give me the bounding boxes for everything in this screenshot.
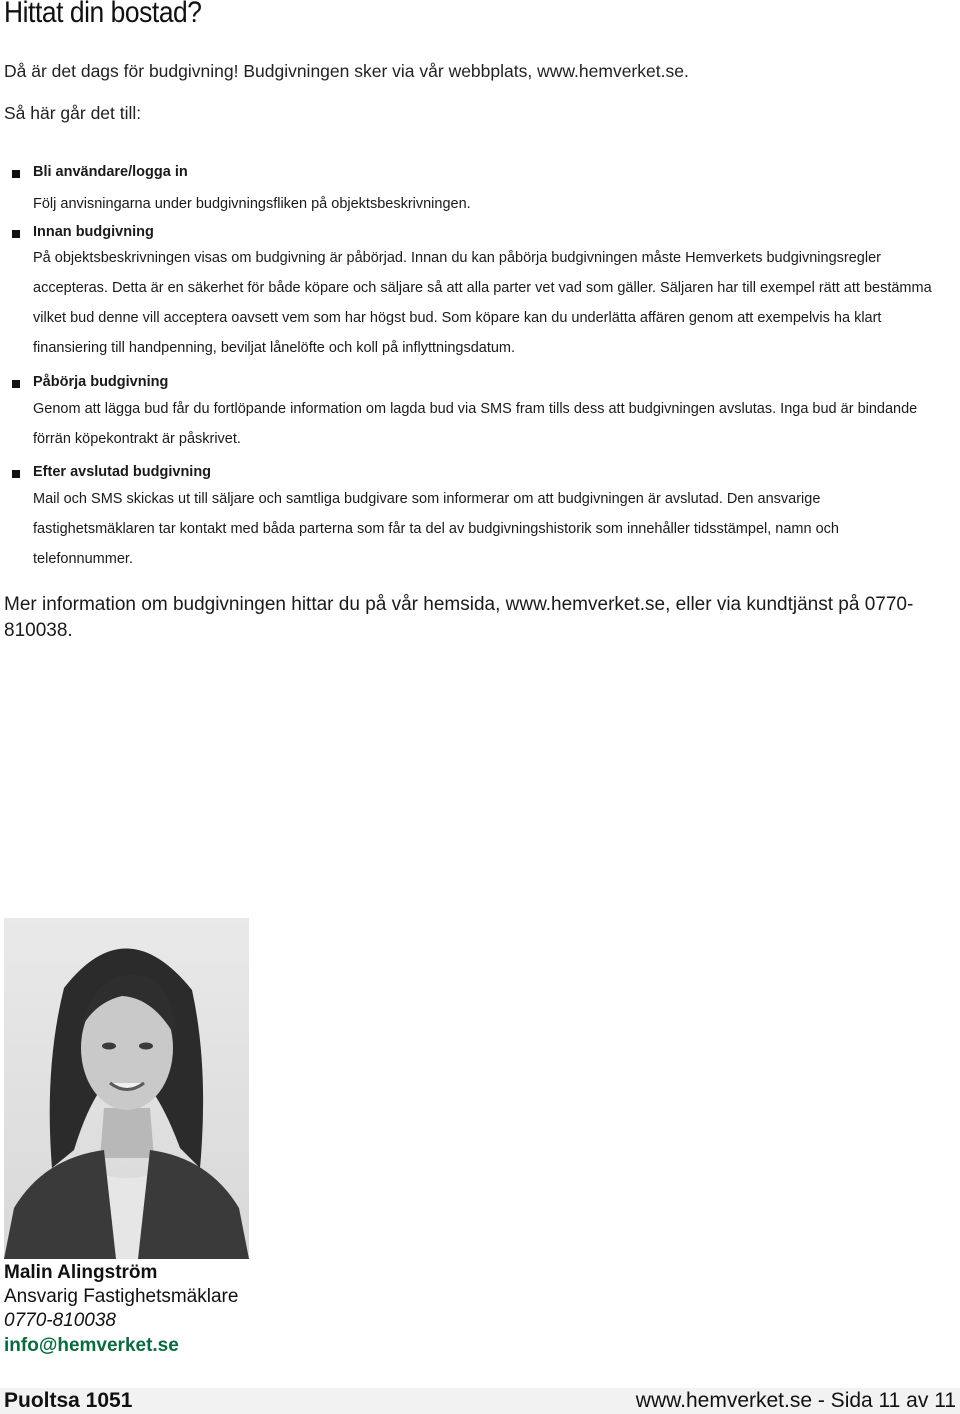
bullet-icon xyxy=(12,230,20,238)
step-text-line: Följ anvisningarna under budgivningsfliken på objektsbeskrivningen. xyxy=(33,196,471,212)
intro-text: Då är det dags för budgivning! Budgivningen sker via vår webbplats, www.hemverket.se. xyxy=(4,61,689,81)
bullet-icon xyxy=(12,470,20,478)
step-text-line: accepteras. Detta är en säkerhet för både köpare och säljare så att alla parter vet vad som gäller. Säljaren har till exempel rätt att bestämma xyxy=(33,280,932,296)
more-info-paragraph xyxy=(4,592,954,644)
step-title: Innan budgivning xyxy=(33,224,154,240)
footer-page-info: www.hemverket.se - Sida 11 av 11 xyxy=(635,1389,956,1412)
step-description xyxy=(33,250,932,370)
step-text-line: Genom att lägga bud får du fortlöpande information om lagda bud via SMS fram tills dess att budgivningen avslutas. Inga bud är bindande xyxy=(33,401,918,417)
more-info-line: 810038. xyxy=(4,620,73,641)
step-text-line: Mail och SMS skickas ut till säljare och samtliga budgivare som informerar om att budgivningen är avslutad. Den ansvarige xyxy=(33,491,821,507)
bullet-icon xyxy=(12,170,20,178)
agent-name: Malin Alingström xyxy=(4,1262,158,1283)
agent-photo xyxy=(4,918,249,1259)
step-text-line: förrän köpekontrakt är påskrivet. xyxy=(33,431,241,447)
step-text-line: finansiering till handpenning, beviljat lånelöfte och koll på inflyttningsdatum. xyxy=(33,340,516,356)
step-text-line: telefonnummer. xyxy=(33,551,133,567)
agent-role: Ansvarig Fastighetsmäklare xyxy=(4,1286,239,1307)
agent-phone: 0770-810038 xyxy=(4,1310,116,1331)
step-text-line: På objektsbeskrivningen visas om budgivning är påbörjad. Innan du kan påbörja budgivningen måste Hemverkets budgivningsregler xyxy=(33,250,881,266)
step-description xyxy=(33,189,958,219)
step-title: Bli användare/logga in xyxy=(33,164,188,180)
footer-object-label: Puoltsa 1051 xyxy=(4,1389,133,1412)
step-title: Påbörja budgivning xyxy=(33,374,169,390)
agent-email-link[interactable]: info@hemverket.se xyxy=(4,1335,179,1356)
intro-subheading: Så här går det till: xyxy=(4,103,142,123)
step-title: Efter avslutad budgivning xyxy=(33,464,212,480)
bullet-icon xyxy=(12,380,20,388)
step-text-line: vilket bud denne vill acceptera oavsett vem som har högst bud. Som köpare kan du underlätta affären genom att exempelvis ha klart xyxy=(33,310,882,326)
more-info-line: Mer information om budgivningen hittar du på vår hemsida, www.hemverket.se, eller via kundtjänst på 0770- xyxy=(4,594,914,615)
agent-portrait-image xyxy=(4,918,249,1259)
step-text-line: fastighetsmäklaren tar kontakt med båda parterna som får ta del av budgivningshistorik som innehåller tidsstämpel, namn och xyxy=(33,521,839,537)
step-item xyxy=(0,160,960,220)
footer xyxy=(0,1388,960,1414)
step-description xyxy=(33,401,917,461)
step-description xyxy=(33,491,839,581)
page-title: Hittat din bostad? xyxy=(4,0,202,29)
